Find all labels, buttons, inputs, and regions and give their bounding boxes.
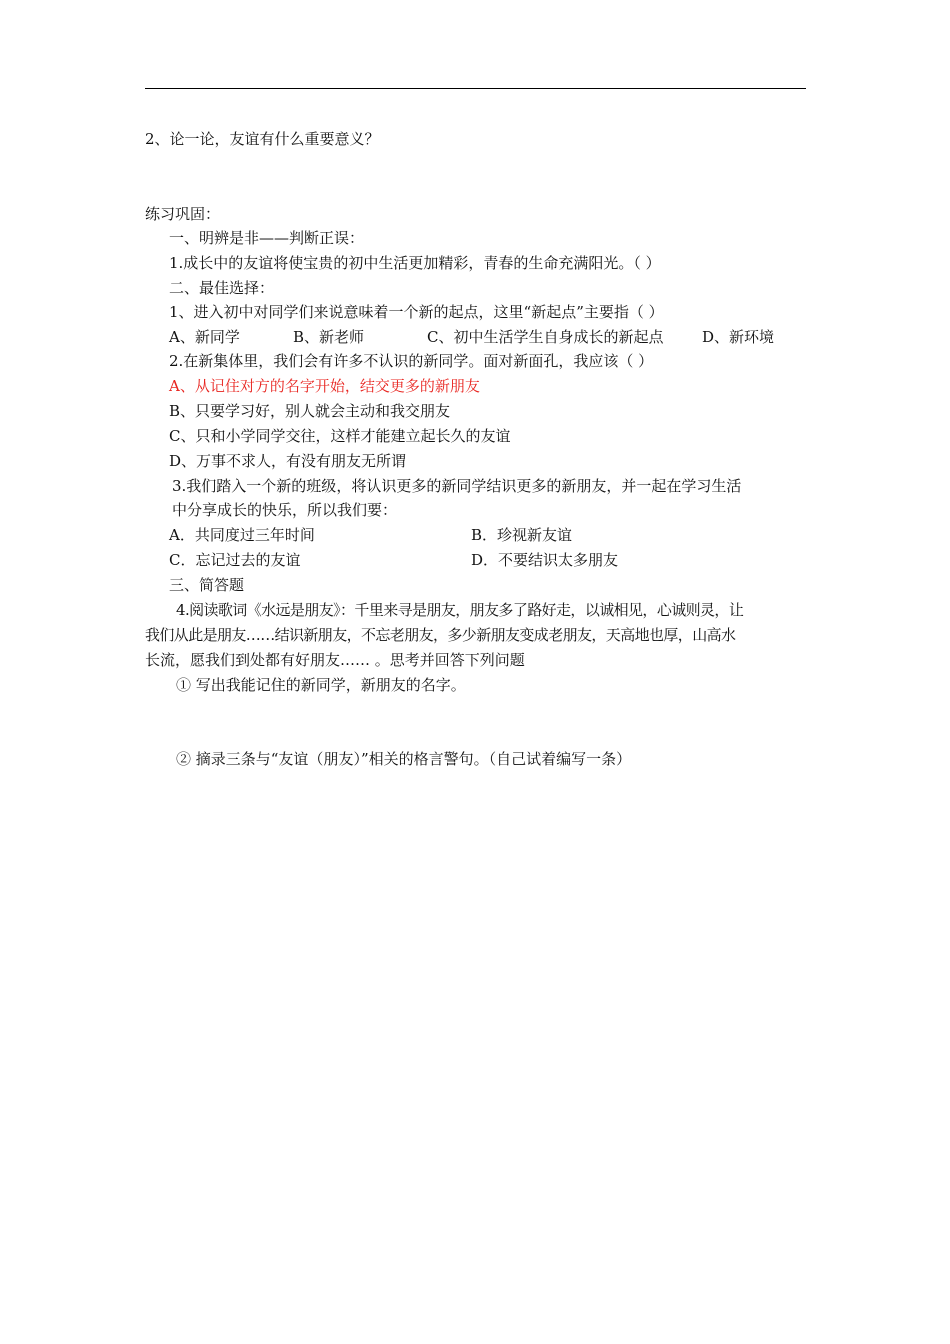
- section1-heading: 一、明辨是非——判断正误：: [169, 229, 365, 247]
- option-c: C、初中生活学生自身成长的新起点: [427, 328, 664, 346]
- option-c: C．忘记过去的友谊: [169, 551, 301, 569]
- choice-question-2-stem: 2.在新集体里，我们会有许多不认识的新同学。面对新面孔，我应该（ ）: [169, 352, 654, 370]
- discussion-question: 2、论一论，友谊有什么重要意义？: [145, 130, 380, 148]
- section3-heading: 三、简答题: [169, 576, 245, 594]
- option-b: B．珍视新友谊: [471, 526, 573, 544]
- option-a: A、新同学: [169, 328, 240, 346]
- choice-question-2-option-a: A、从记住对方的名字开始，结交更多的新朋友: [169, 377, 480, 395]
- sub-question-2: ② 摘录三条与“友谊（朋友）”相关的格言警句。（自己试着编写一条）: [176, 750, 632, 768]
- option-b: B、新老师: [293, 328, 365, 346]
- choice-question-2-option-b: B、只要学习好，别人就会主动和我交朋友: [169, 402, 451, 420]
- choice-question-1-options: [169, 327, 806, 347]
- short-answer-question-4-line3: 长流，愿我们到处都有好朋友…… 。思考并回答下列问题: [145, 651, 525, 669]
- header-rule: [145, 88, 806, 89]
- option-d: D．不要结识太多朋友: [471, 551, 619, 569]
- choice-question-3-stem-line1: 3.我们踏入一个新的班级，将认识更多的新同学结识更多的新朋友，并一起在学习生活: [172, 477, 742, 495]
- short-answer-question-4-line2: 我们从此是朋友……结识新朋友，不忘老朋友，多少新朋友变成老朋友，天高地也厚，山高水: [145, 626, 736, 644]
- choice-question-3-stem-line2: 中分享成长的快乐，所以我们要：: [172, 501, 398, 519]
- choice-question-1-stem: 1、进入初中对同学们来说意味着一个新的起点，这里“新起点”主要指（ ）: [169, 303, 664, 321]
- sub-question-1: ① 写出我能记住的新同学，新朋友的名字。: [176, 676, 466, 694]
- short-answer-question-4-line1: 4.阅读歌词《水远是朋友》：千里来寻是朋友，朋友多了路好走，以诚相见，心诚则灵，让: [176, 601, 744, 619]
- choice-question-3-options-row2: [169, 550, 806, 570]
- choice-question-3-options-row1: [169, 525, 806, 545]
- section2-heading: 二、最佳选择：: [169, 279, 275, 297]
- option-a: A．共同度过三年时间: [169, 526, 315, 544]
- practice-title: 练习巩固：: [145, 205, 221, 223]
- option-d: D、新环境: [702, 328, 775, 346]
- choice-question-2-option-c: C、只和小学同学交往，这样才能建立起长久的友谊: [169, 427, 511, 445]
- true-false-item-1: 1.成长中的友谊将使宝贵的初中生活更加精彩，青春的生命充满阳光。（ ）: [169, 254, 661, 272]
- choice-question-2-option-d: D、万事不求人，有没有朋友无所谓: [169, 452, 407, 470]
